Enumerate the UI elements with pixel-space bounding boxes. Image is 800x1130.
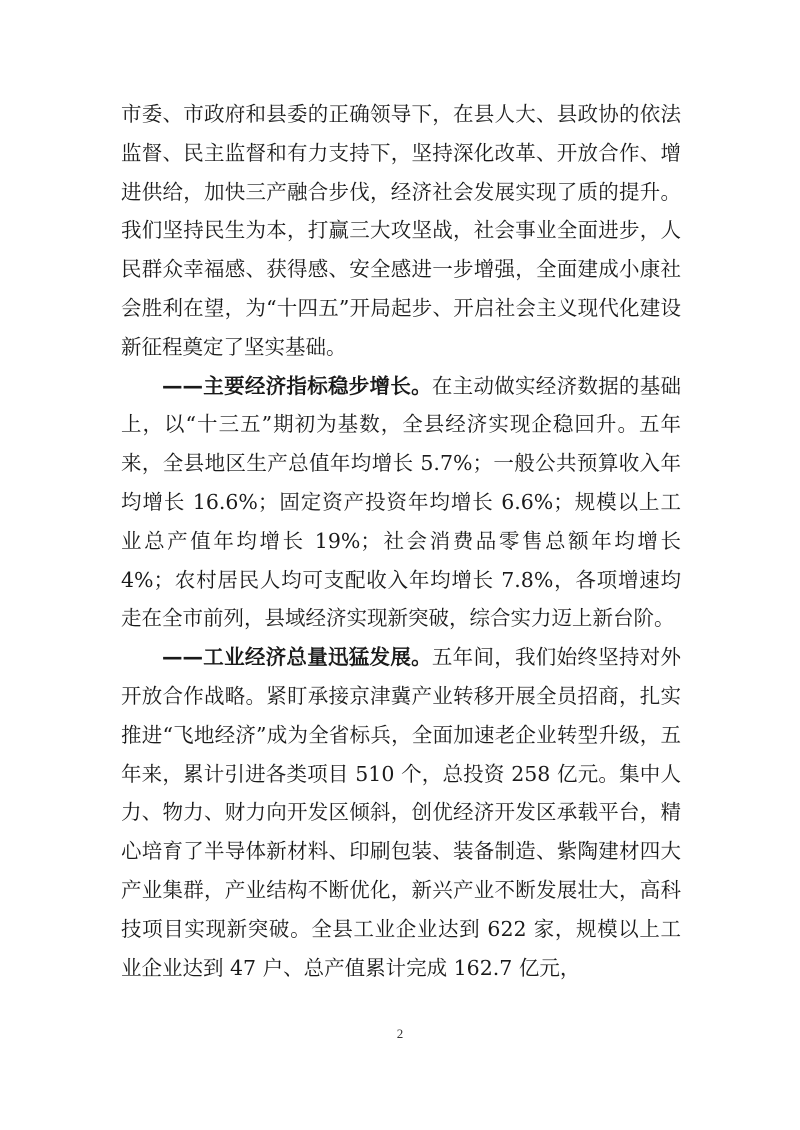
paragraph-economic-indicators-heading: ——主要经济指标稳步增长。	[162, 373, 432, 398]
paragraph-economic-indicators-text: 在主动做实经济数据的基础上，以“十三五”期初为基数，全县经济实现企稳回升。五年来，全县地区生产总值年均增长 5.7%；一般公共预算收入年均增长 16.6%；固定资产投资年均增长 6.6%；规模以上工业总产值年均增长 19%；社会消费品零售总额年均增长 4%；农村居民人均可支配收入年均增长 7.8%，各项增速均走在全市前列，县域经济实现新突破，综合实力迈上新台阶。	[121, 373, 681, 631]
paragraph-intro	[121, 95, 681, 367]
paragraph-economic-indicators	[121, 367, 681, 639]
paragraph-industrial-economy-heading: ——工业经济总量迅猛发展。	[162, 645, 432, 670]
paragraph-industrial-economy	[121, 638, 681, 987]
paragraph-intro-text: 市委、市政府和县委的正确领导下，在县人大、县政协的依法监督、民主监督和有力支持下，坚持深化改革、开放合作、增进供给，加快三产融合步伐，经济社会发展实现了质的提升。我们坚持民生为本，打赢三大攻坚战，社会事业全面进步，人民群众幸福感、获得感、安全感进一步增强，全面建成小康社会胜利在望，为“十四五”开局起步、开启社会主义现代化建设新征程奠定了坚实基础。	[121, 102, 681, 359]
paragraph-industrial-economy-text: 五年间，我们始终坚持对外开放合作战略。紧盯承接京津冀产业转移开展全员招商，扎实推进“飞地经济”成为全省标兵，全面加速老企业转型升级，五年来，累计引进各类项目 510 个，总投资 258 亿元。集中人力、物力、财力向开发区倾斜，创优经济开发区承载平台，精心培育了半导体新材料、印刷包装、装备制造、紫陶建材四大产业集群，产业结构不断优化，新兴产业不断发展壮大，高科技项目实现新突破。全县工业企业达到 622 家，规模以上工业企业达到 47 户、总产值累计完成 162.7 亿元，	[121, 645, 681, 980]
body-text	[121, 95, 681, 987]
page-number: 2	[396, 1026, 404, 1041]
